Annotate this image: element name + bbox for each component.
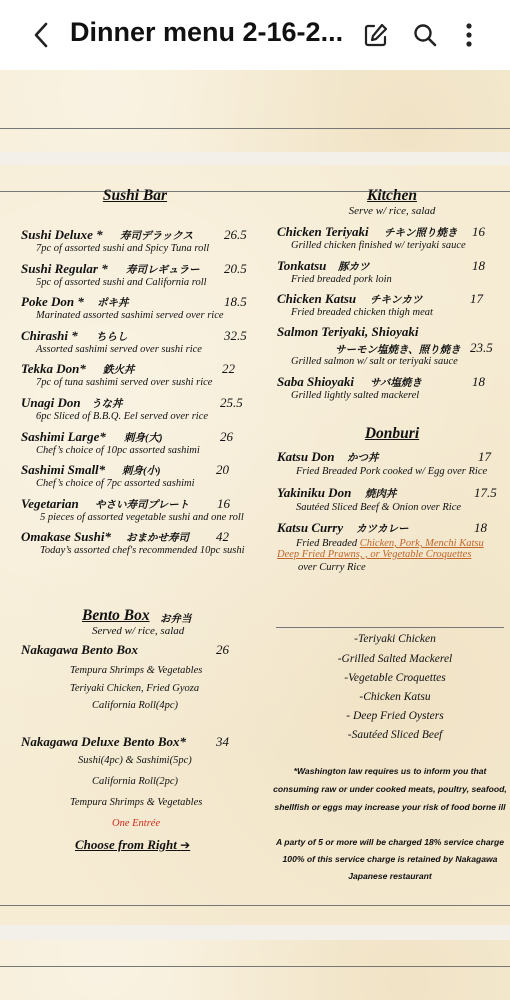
- menu-item-name: Salmon Teriyaki, Shioyaki: [277, 324, 419, 339]
- sushi-bar-heading: Sushi Bar: [102, 187, 168, 204]
- curry-prefix: Fried Breaded: [296, 538, 360, 549]
- menu-item-price: 18.5: [224, 294, 247, 309]
- bento-line: Tempura Shrimps & Vegetables: [70, 665, 203, 676]
- menu-item-name: Poke Don *: [21, 294, 84, 309]
- menu-item-japanese: サーモン塩焼き、照り焼き: [335, 345, 461, 356]
- menu-item-description: Today’s assorted chef's recommended 10pc sushi: [40, 545, 245, 556]
- menu-item-japanese: 寿司レギュラー: [126, 265, 200, 276]
- menu-item-description: 5pc of assorted sushi and California roll: [36, 277, 207, 288]
- edit-icon[interactable]: [361, 20, 391, 50]
- menu-item-price: 26: [216, 642, 229, 657]
- page-rule: [0, 966, 510, 967]
- bento-line: California Roll(4pc): [92, 700, 179, 711]
- menu-item-price: 17: [470, 291, 483, 306]
- menu-item-japanese: 豚カツ: [338, 262, 370, 273]
- party-note-line: Japanese restaurant: [348, 871, 432, 881]
- menu-item-description: Marinated assorted sashimi served over rice: [36, 310, 224, 321]
- right-arrow-icon: ➔: [180, 838, 191, 852]
- washington-note-line: shellfish or eggs may increase your risk of food borne ill: [274, 802, 506, 812]
- curry-description: [296, 538, 484, 549]
- menu-item-japanese: サバ塩焼き: [370, 378, 422, 389]
- menu-item-description: Chef’s choice of 7pc assorted sashimi: [36, 478, 195, 489]
- menu-item-description: 7pc of assorted sushi and Spicy Tuna roll: [36, 243, 210, 254]
- menu-item-price: 23.5: [470, 340, 493, 355]
- menu-item-name: Saba Shioyaki: [277, 374, 354, 389]
- washington-note-line: consuming raw or under cooked meats, poultry, seafood,: [273, 784, 507, 794]
- bento-box-subtitle: Served w/ rice, salad: [92, 625, 185, 637]
- menu-item-price: 26: [220, 429, 233, 444]
- menu-item-name: Vegetarian: [21, 496, 79, 511]
- more-options-icon[interactable]: [454, 20, 484, 50]
- menu-page: [0, 165, 510, 925]
- menu-item-japanese: ちらし: [96, 332, 128, 343]
- choose-from-right: [75, 837, 190, 853]
- menu-item-price: 32.5: [224, 328, 247, 343]
- menu-item-price: 20.5: [224, 261, 247, 276]
- menu-item-japanese: おまかせ寿司: [126, 533, 189, 544]
- choose-label: Choose from Right: [75, 837, 177, 852]
- menu-item-description: Assorted sashimi served over sushi rice: [36, 344, 202, 355]
- menu-item-name: Omakase Sushi*: [21, 529, 111, 544]
- washington-note-line: *Washington law requires us to inform you that: [293, 766, 487, 776]
- menu-item-japanese: チキン照り焼き: [384, 228, 458, 239]
- menu-item-price: 18: [472, 258, 485, 273]
- menu-item-name: Chicken Katsu: [277, 291, 357, 306]
- page-rule: [0, 128, 510, 129]
- menu-item-description: Grilled chicken finished w/ teriyaki sauce: [291, 240, 466, 251]
- page-rule-bottom: [0, 905, 510, 906]
- menu-item-name: Sushi Regular *: [21, 261, 108, 276]
- menu-item-price: 18: [472, 374, 485, 389]
- menu-item-price: 34: [216, 734, 229, 749]
- entree-option: -Grilled Salted Mackerel: [337, 653, 453, 665]
- menu-item-description: 7pc of tuna sashimi served over sushi rice: [36, 377, 213, 388]
- previous-page: [0, 70, 510, 152]
- kitchen-heading: Kitchen: [367, 187, 417, 204]
- curry-link-prawns[interactable]: Deep Fried Prawns, , or Vegetable Croquettes: [277, 549, 472, 560]
- menu-item-price: 17.5: [474, 485, 497, 500]
- entree-divider: [276, 627, 504, 628]
- bento-line: Tempura Shrimps & Vegetables: [70, 797, 203, 808]
- bento-box-heading-japanese: お弁当: [160, 614, 192, 625]
- bento-line: Teriyaki Chicken, Fried Gyoza: [70, 683, 200, 694]
- menu-item-name: Sushi Deluxe *: [21, 227, 103, 242]
- party-note-line: A party of 5 or more will be charged 18% service charge: [276, 837, 504, 847]
- menu-item-description: Fried breaded chicken thigh meat: [291, 307, 433, 318]
- party-note-line: 100% of this service charge is retained by Nakagawa: [282, 854, 498, 864]
- menu-item-name: Tekka Don*: [21, 361, 86, 376]
- menu-item-name: Katsu Don: [277, 449, 335, 464]
- menu-item-description: Fried Breaded Pork cooked w/ Egg over Rice: [296, 466, 488, 477]
- search-icon[interactable]: [410, 20, 440, 50]
- menu-item-price: 20: [216, 462, 229, 477]
- bento-line: Sushi(4pc) & Sashimi(5pc): [78, 755, 192, 766]
- menu-item-name: Sashimi Large*: [21, 429, 106, 444]
- entree-option: - Deep Fried Oysters: [346, 710, 444, 722]
- entree-option: -Teriyaki Chicken: [354, 633, 436, 645]
- menu-item-name: Katsu Curry: [277, 520, 344, 535]
- menu-item-price: 26.5: [224, 227, 247, 242]
- menu-item-price: 25.5: [220, 395, 243, 410]
- menu-item-japanese: カツカレー: [356, 524, 409, 535]
- curry-suffix: over Curry Rice: [298, 562, 366, 573]
- menu-item-japanese: うな丼: [91, 399, 123, 410]
- menu-item-description: Sautéed Sliced Beef & Onion over Rice: [296, 502, 462, 513]
- top-app-bar: [0, 0, 510, 70]
- menu-item-name: Nakagawa Bento Box: [21, 642, 139, 657]
- bento-box-heading: Bento Box: [82, 607, 150, 624]
- menu-item-name: Sashimi Small*: [21, 462, 106, 477]
- menu-item-japanese: 鉄火丼: [103, 365, 135, 376]
- menu-item-japanese: やさい寿司プレート: [95, 500, 190, 511]
- donburi-heading: Donburi: [364, 425, 420, 442]
- document-title: Dinner menu 2-16-2...: [70, 17, 344, 47]
- menu-item-price: 42: [216, 529, 229, 544]
- menu-item-japanese: 刺身(小): [122, 466, 161, 477]
- next-page: [0, 940, 510, 1000]
- menu-item-price: 17: [478, 449, 491, 464]
- back-arrow-icon[interactable]: [26, 20, 56, 50]
- menu-item-name: Tonkatsu: [277, 258, 327, 273]
- menu-item-japanese: かつ丼: [347, 453, 379, 464]
- menu-item-description: 5 pieces of assorted vegetable sushi and one roll: [40, 512, 244, 523]
- menu-item-japanese: チキンカツ: [370, 295, 423, 306]
- menu-item-price: 16: [472, 224, 485, 239]
- menu-item-description: Grilled salmon w/ salt or teriyaki sauce: [291, 356, 458, 367]
- menu-item-name: Chirashi *: [21, 328, 78, 343]
- entree-option: -Vegetable Croquettes: [344, 672, 446, 684]
- menu-item-name: Chicken Teriyaki: [277, 224, 369, 239]
- bento-line: California Roll(2pc): [92, 776, 179, 787]
- kitchen-subtitle: Serve w/ rice, salad: [348, 205, 436, 217]
- one-entree-note: One Entrée: [112, 818, 161, 829]
- entree-option: -Chicken Katsu: [359, 691, 431, 703]
- curry-link-meats[interactable]: Chicken, Pork, Menchi Katsu: [359, 538, 484, 549]
- menu-item-price: 22: [222, 361, 235, 376]
- entree-option: -Sautéed Sliced Beef: [347, 729, 443, 741]
- menu-item-price: 16: [217, 496, 230, 511]
- menu-item-japanese: 刺身(大): [124, 433, 163, 444]
- menu-item-japanese: 焼肉丼: [365, 489, 397, 500]
- menu-item-japanese: 寿司デラックス: [120, 231, 194, 242]
- menu-item-description: Grilled lightly salted mackerel: [291, 390, 420, 401]
- menu-item-description: Fried breaded pork loin: [291, 274, 392, 285]
- menu-item-description: Chef’s choice of 10pc assorted sashimi: [36, 445, 200, 456]
- menu-item-japanese: ポキ丼: [97, 298, 129, 309]
- menu-item-name: Nakagawa Deluxe Bento Box*: [21, 734, 187, 749]
- menu-item-description: 6pc Sliced of B.B.Q. Eel served over rice: [36, 411, 209, 422]
- menu-item-name: Yakiniku Don: [277, 485, 352, 500]
- menu-item-price: 18: [474, 520, 487, 535]
- menu-item-name: Unagi Don: [21, 395, 81, 410]
